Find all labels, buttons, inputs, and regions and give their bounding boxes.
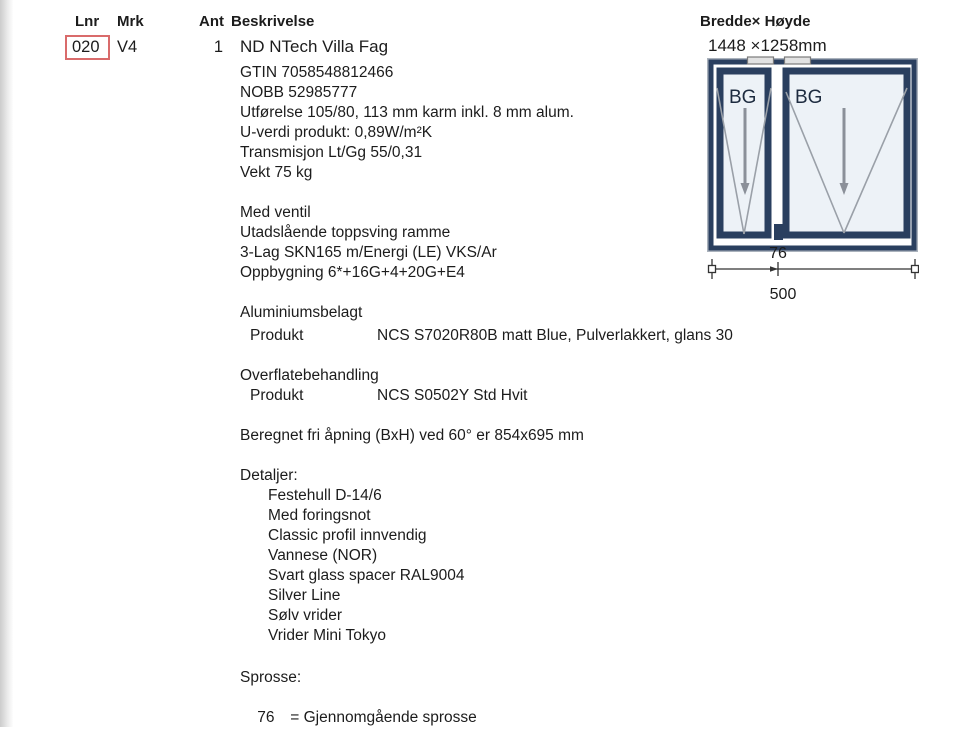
- page-edge-shadow: [0, 0, 13, 727]
- description-column: [240, 63, 733, 726]
- column-header-size: Bredde× Høyde: [700, 13, 811, 30]
- sprosse-line: [240, 688, 720, 726]
- spec-line: GTIN 7058548812466: [240, 64, 394, 81]
- detail-item: Svart glass spacer RAL9004: [268, 567, 465, 584]
- spec-line: Oppbygning 6*+16G+4+20G+E4: [240, 264, 465, 281]
- size-value: 1448 ×1258mm: [708, 36, 827, 55]
- spec-line: Transmisjon Lt/Gg 55/0,31: [240, 144, 423, 161]
- spec-line: U-verdi produkt: 0,89W/m²K: [240, 124, 433, 141]
- spec-line: Utførelse 105/80, 113 mm karm inkl. 8 mm alum.: [240, 104, 574, 121]
- product-title: ND NTech Villa Fag: [240, 37, 389, 56]
- hinge-tab-left: [748, 57, 774, 64]
- window-drawing: [707, 56, 919, 308]
- sprosse-heading: Sprosse:: [240, 669, 302, 686]
- alu-product-value: NCS S7020R80B matt Blue, Pulverlakkert, glans 30: [377, 327, 733, 344]
- width-dim-label: 500: [769, 286, 797, 303]
- dimension-mid-arrow: [770, 266, 778, 271]
- detail-item: Silver Line: [268, 587, 341, 604]
- spec-line: NOBB 52985777: [240, 84, 358, 101]
- details-heading: Detaljer:: [240, 467, 298, 484]
- sprosse-text: = Gjennomgående sprosse: [290, 709, 477, 726]
- lnr-highlight-box: [65, 35, 110, 60]
- column-header-mrk: Mrk: [117, 13, 144, 30]
- mrk-value: V4: [117, 38, 138, 56]
- ant-value: 1: [213, 38, 223, 56]
- column-header-beskrivelse: Beskrivelse: [231, 13, 315, 30]
- detail-item: Classic profil innvendig: [268, 527, 427, 544]
- surface-heading: Overflatebehandling: [240, 367, 379, 384]
- mullion-dim-label: 76: [769, 245, 787, 262]
- alu-product-label: Produkt: [250, 327, 304, 344]
- dimension-end-box-right: [912, 266, 919, 273]
- detail-item: Vannese (NOR): [268, 547, 378, 564]
- column-header-ant: Ant: [199, 13, 224, 30]
- hinge-tab-right: [785, 57, 811, 64]
- spec-line: 3-Lag SKN165 m/Energi (LE) VKS/Ar: [240, 244, 497, 261]
- detail-item: Festehull D-14/6: [268, 487, 382, 504]
- alu-product-row: [240, 326, 733, 346]
- column-header-lnr: Lnr: [75, 13, 100, 30]
- lnr-value: 020: [72, 38, 100, 56]
- mullion-bottom: [774, 224, 783, 240]
- free-opening-line: Beregnet fri åpning (BxH) ved 60° er 854x695 mm: [240, 427, 584, 444]
- spec-line: Med ventil: [240, 204, 311, 221]
- spec-line: Utadslående toppsving ramme: [240, 224, 451, 241]
- pane-label-right: BG: [795, 87, 823, 108]
- surface-product-label: Produkt: [250, 387, 304, 404]
- surface-product-row: [240, 386, 720, 406]
- detail-item: Vrider Mini Tokyo: [268, 627, 387, 644]
- window-drawing-svg: [707, 56, 919, 308]
- pane-label-left: BG: [729, 87, 757, 108]
- detail-item: Sølv vrider: [268, 607, 343, 624]
- surface-product-value: NCS S0502Y Std Hvit: [377, 387, 528, 404]
- dimension-end-box-left: [709, 266, 716, 273]
- alu-heading: Aluminiumsbelagt: [240, 304, 363, 321]
- detail-item: Med foringsnot: [268, 507, 371, 524]
- sprosse-number: 76: [257, 709, 275, 726]
- spec-line: Vekt 75 kg: [240, 164, 313, 181]
